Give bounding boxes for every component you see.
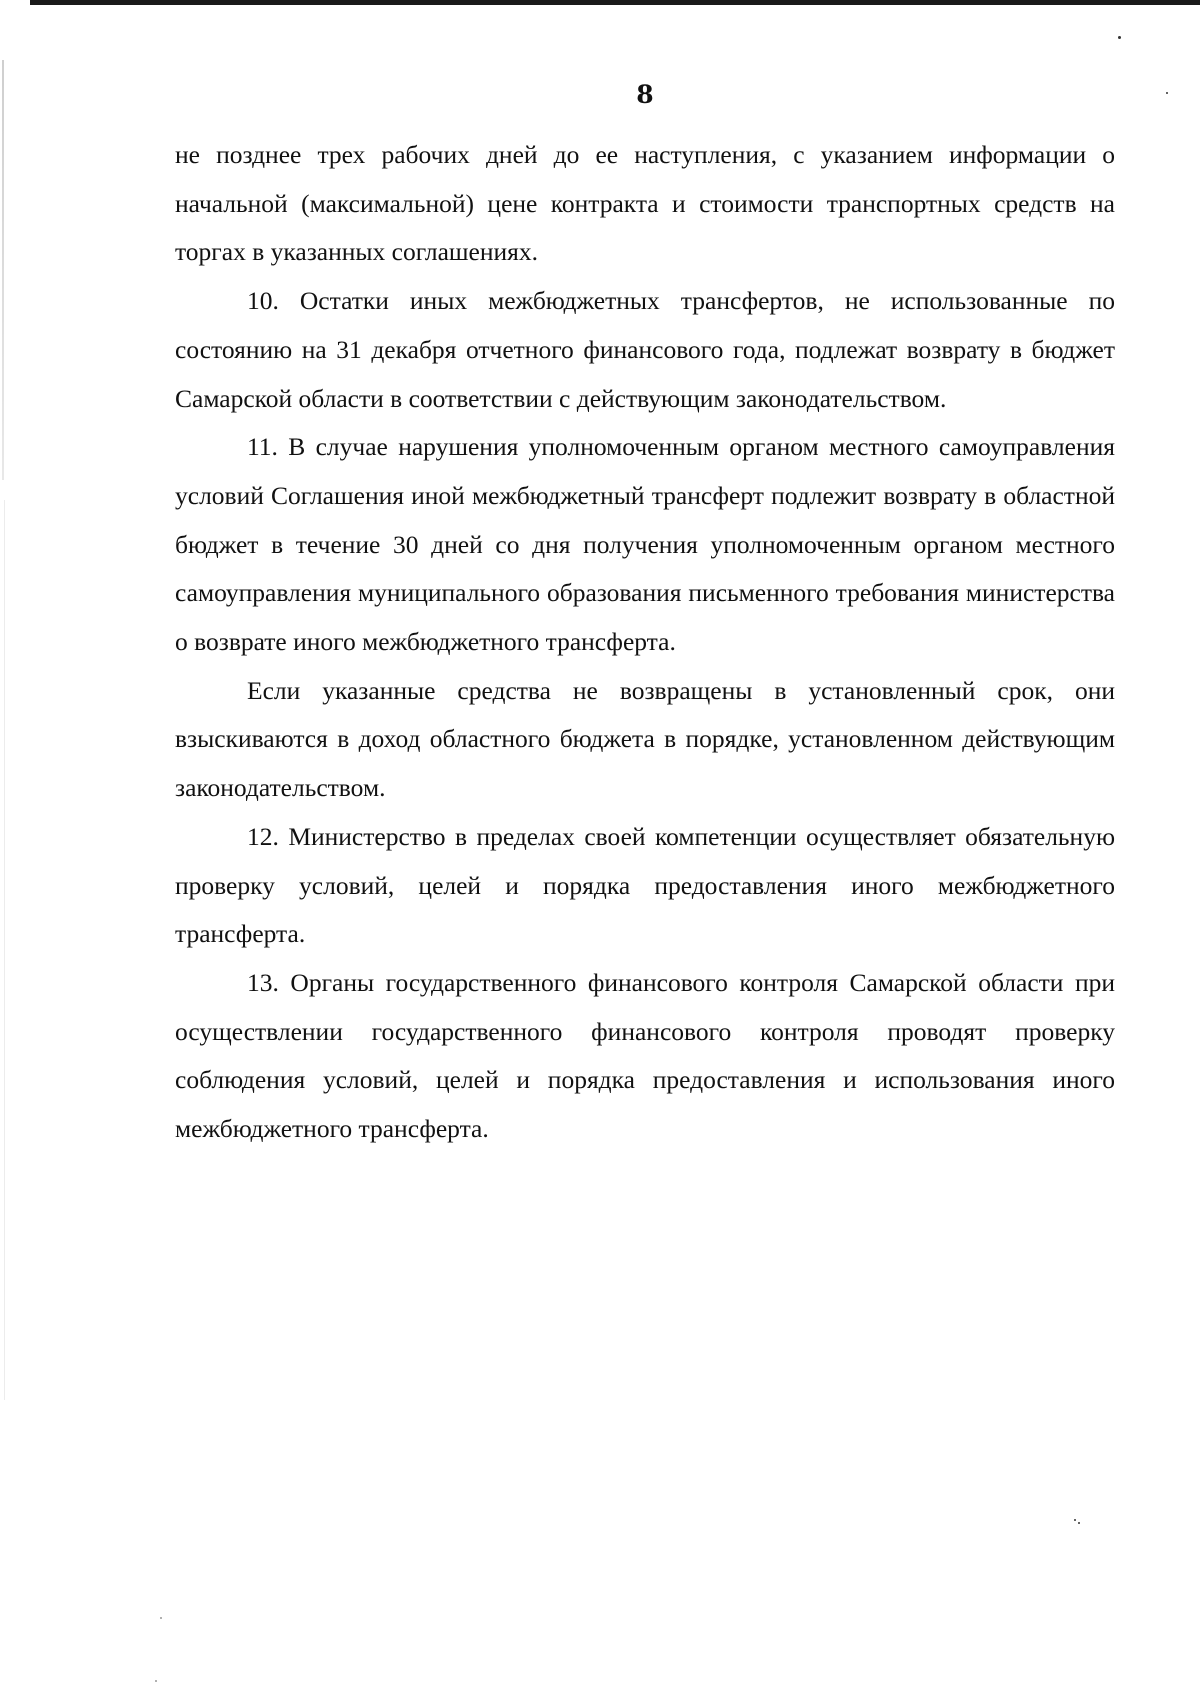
scan-top-border <box>30 0 1200 5</box>
scan-left-edge-shadow <box>4 500 5 1400</box>
paragraph-recovery: Если указанные средства не возвращены в установленный срок, они взыскиваются в доход областного бюджета в порядке, установленном действующим законодательством. <box>175 675 1115 803</box>
page-number: 8 <box>636 80 654 109</box>
scan-speck <box>155 1680 157 1682</box>
scan-speck <box>160 1617 162 1619</box>
scan-left-edge <box>2 60 4 480</box>
document-body <box>175 131 1115 1154</box>
paragraph-continuation: не позднее трех рабочих дней до ее наступления, с указанием информации о начальной (максимальной) цене контракта и стоимости транспортных средств на торгах в указанных соглашениях. <box>175 140 1115 267</box>
scan-speck <box>1118 36 1121 39</box>
paragraph-item-13: 13. Органы государственного финансового контроля Самарской области при осуществлении государственного финансового контроля проводят проверку соблюдения условий, целей и порядка предоставления и использования иного межбюджетного трансферта. <box>175 967 1115 1144</box>
paragraph-item-12: 12. Министерство в пределах своей компетенции осуществляет обязательную проверку условий, целей и порядка предоставления иного межбюджетного трансферта. <box>175 821 1115 949</box>
paragraph-item-10: 10. Остатки иных межбюджетных трансфертов, не использованные по состоянию на 31 декабря отчетного финансового года, подлежат возврату в бюджет Самарской области в соответствии с действующим законодательством. <box>175 286 1115 413</box>
scan-speck <box>1078 1522 1080 1524</box>
scan-speck <box>1074 1519 1076 1521</box>
paragraph-item-11: 11. В случае нарушения уполномоченным органом местного самоуправления условий Соглашения иной межбюджетный трансферт подлежит возврату в областной бюджет в течение 30 дней со дня получения уполномоченным органом местного самоуправления муниципального образования письменного требования министерства о возврате иного межбюджетного трансферта. <box>175 432 1115 657</box>
scan-speck <box>1166 92 1168 94</box>
